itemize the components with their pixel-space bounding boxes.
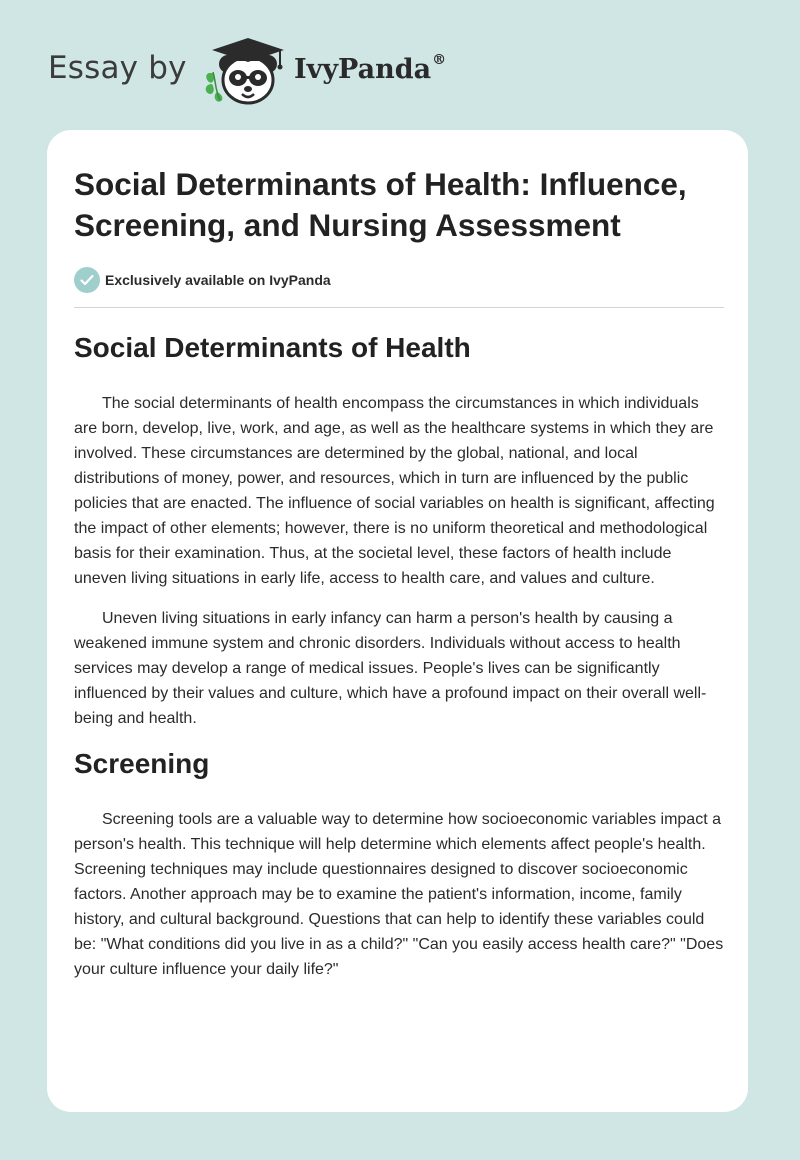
essay-content [74,164,724,982]
essay-by-label: Essay by [48,50,187,86]
brand-name[interactable] [294,54,446,85]
section-heading: Screening [74,748,210,779]
site-header [0,0,800,130]
badge-text: Exclusively available on IvyPanda [105,272,331,288]
exclusive-badge [74,267,724,293]
paragraph: Screening tools are a valuable way to determine how socioeconomic variables impact a person's health. This technique will help determine which elements affect people's health. Screening techniques may include questionnaires designed to discover socioeconomic factors. Another approach may be to examine the patient's information, income, family history, and cultural background. Questions that can help to identify these variables could be: "What conditions did you live in as a child?" "Can you easily access health care?" "Does your culture influence your daily life?" [74,811,724,978]
title-divider [74,307,724,308]
essay-card [47,130,748,1112]
check-circle-icon [74,267,100,293]
brand-text: IvyPanda [294,54,432,85]
paragraph: Uneven living situations in early infancy can harm a person's health by causing a weakened immune system and chronic disorders. Individuals without access to health services may develop a range of medical issues. People's lives can be significantly influenced by their values and culture, which have a profound impact on their overall well-being and health. [74,610,707,727]
paragraph: The social determinants of health encompass the circumstances in which individuals are born, develop, live, work, and age, as well as the healthcare systems in which they are involved. These circumstances are determined by the global, national, and local distributions of money, power, and resources, which in turn are influenced by the public policies that are enacted. The influence of social variables on health is significant, affecting the impact of other elements; however, there is no uniform theoretical and methodological basis for their examination. Thus, at the societal level, these factors of health include uneven living situations in early life, access to health care, and values and culture. [74,395,715,587]
section-heading: Social Determinants of Health [74,332,471,363]
panda-logo-icon[interactable] [200,34,292,110]
registered-mark: ® [432,52,447,68]
essay-title: Social Determinants of Health: Influence, Screening, and Nursing Assessment [74,166,687,243]
